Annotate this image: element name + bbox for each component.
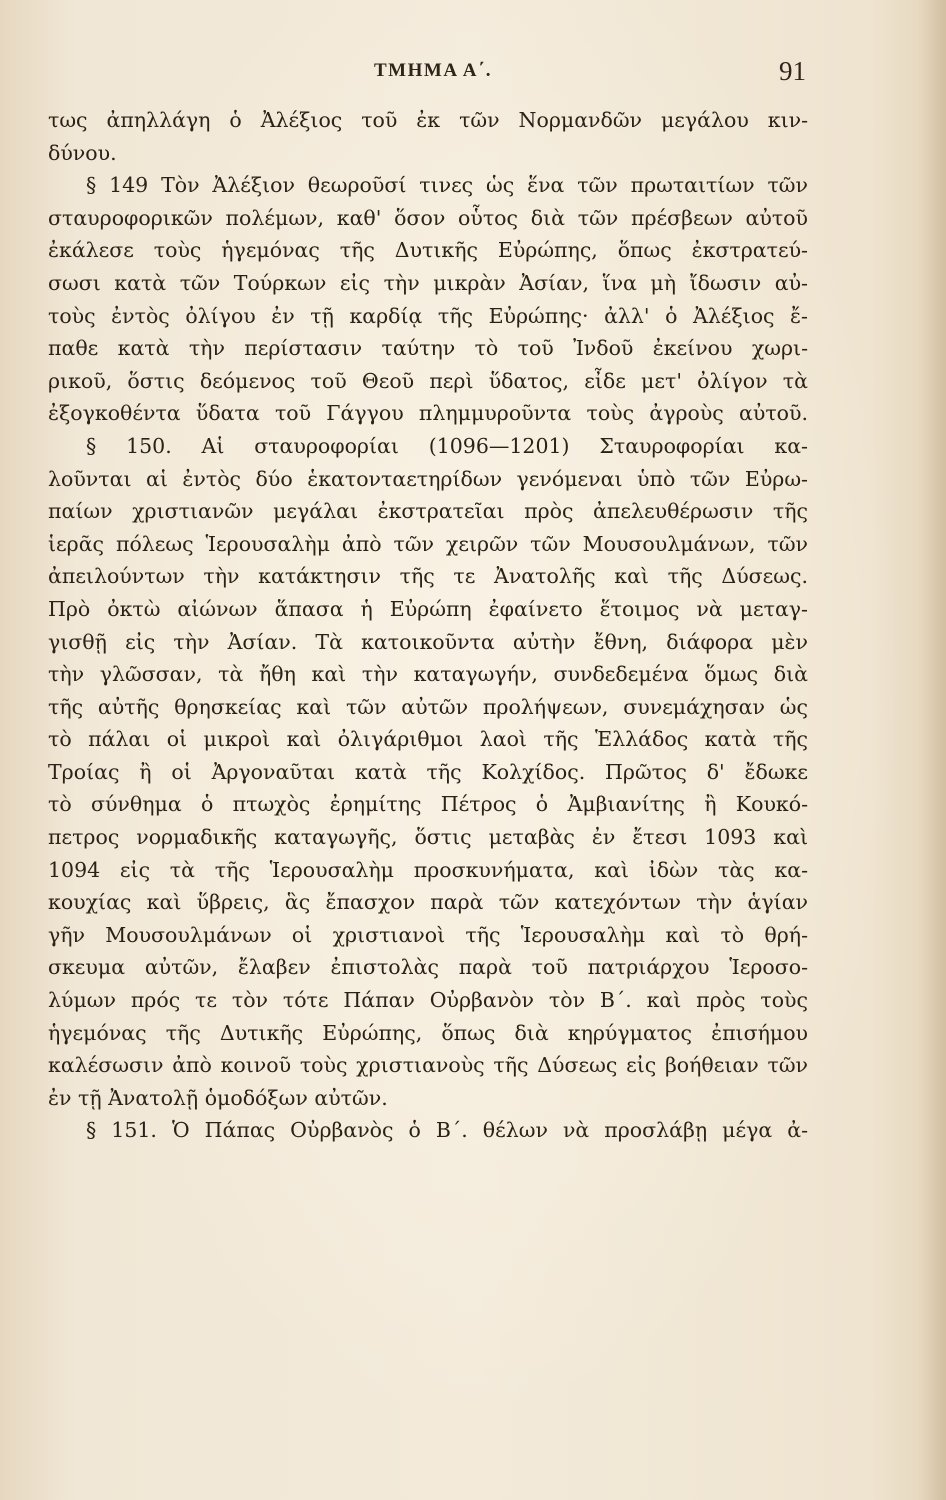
text-line: ἀπειλούντων τὴν κατάκτησιν τῆς τε Ἀνατολῆς καὶ τῆς Δύσεως. bbox=[48, 564, 808, 589]
text-line: κουχίας καὶ ὕβρεις, ἃς ἔπασχον παρὰ τῶν κατεχόντων τὴν ἁγίαν bbox=[48, 890, 808, 915]
page-edge-shadow bbox=[918, 0, 946, 1500]
text-line: πετρος νορμαδικῆς καταγωγῆς, ὅστις μεταβὰς ἐν ἔτεσι 1093 καὶ bbox=[48, 825, 808, 850]
text-line: 1094 εἰς τὰ τῆς Ἱερουσαλὴμ προσκυνήματα, καὶ ἰδὼν τὰς κα- bbox=[48, 857, 808, 882]
section-title: ΤΜΗΜΑ Α΄. bbox=[374, 60, 492, 81]
text-line: § 151. Ὁ Πάπας Οὐρβανὸς ὁ Β΄. θέλων νὰ προσλάβῃ μέγα ἀ- bbox=[86, 1118, 808, 1143]
text-line: § 150. Αἱ σταυροφορίαι (1096—1201) Σταυροφορίαι κα- bbox=[86, 433, 808, 458]
text-line: § 149 Τὸν Ἀλέξιον θεωροῦσί τινες ὡς ἕνα τῶν πρωταιτίων τῶν bbox=[86, 173, 808, 198]
page-number: 91 bbox=[779, 56, 806, 86]
text-line: τῆς αὐτῆς θρησκείας καὶ τῶν αὐτῶν προλήψεων, συνεμάχησαν ὡς bbox=[48, 694, 808, 719]
text-line: σκευμα αὐτῶν, ἔλαβεν ἐπιστολὰς παρὰ τοῦ πατριάρχου Ἱεροσο- bbox=[48, 955, 808, 980]
text-line: ἱερᾶς πόλεως Ἱερουσαλὴμ ἀπὸ τῶν χειρῶν τῶν Μουσουλμάνων, τῶν bbox=[48, 531, 808, 556]
text-line: τοὺς ἐντὸς ὀλίγου ἐν τῇ καρδίᾳ τῆς Εὐρώπης· ἀλλ' ὁ Ἀλέξιος ἔ- bbox=[48, 303, 808, 328]
text-line: ἐξογκοθέντα ὕδατα τοῦ Γάγγου πλημμυροῦντα τοὺς ἀγροὺς αὐτοῦ. bbox=[48, 401, 808, 426]
text-line: λύμων πρός τε τὸν τότε Πάπαν Οὐρβανὸν τὸν Β΄. καὶ πρὸς τοὺς bbox=[48, 988, 808, 1013]
text-line: Πρὸ ὀκτὼ αἰώνων ἅπασα ἡ Εὐρώπη ἐφαίνετο ἕτοιμος νὰ μεταγ- bbox=[48, 596, 808, 621]
text-line: ἐν τῇ Ἀνατολῇ ὁμοδόξων αὐτῶν. bbox=[48, 1085, 388, 1110]
text-line: παίων χριστιανῶν μεγάλαι ἐκστρατεῖαι πρὸς ἀπελευθέρωσιν τῆς bbox=[48, 499, 808, 524]
text-line: τως ἀπηλλάγη ὁ Ἀλέξιος τοῦ ἐκ τῶν Νορμανδῶν μεγάλου κιν- bbox=[48, 108, 808, 132]
text-line: καλέσωσιν ἀπὸ κοινοῦ τοὺς χριστιανοὺς τῆς Δύσεως εἰς βοήθειαν τῶν bbox=[48, 1053, 808, 1078]
text-line: ρικοῦ, ὅστις δεόμενος τοῦ Θεοῦ περὶ ὕδατος, εἶδε μετ' ὀλίγον τὰ bbox=[48, 368, 808, 393]
text-line: σωσι κατὰ τῶν Τούρκων εἰς τὴν μικρὰν Ἀσίαν, ἵνα μὴ ἴδωσιν αὐ- bbox=[48, 270, 808, 295]
text-line: τὴν γλῶσσαν, τὰ ἤθη καὶ τὴν καταγωγήν, συνδεδεμένα ὅμως διὰ bbox=[48, 662, 808, 687]
running-header bbox=[60, 58, 806, 92]
text-line: Τροίας ἢ οἱ Ἀργοναῦται κατὰ τῆς Κολχίδος. Πρῶτος δ' ἔδωκε bbox=[48, 759, 808, 784]
text-line: λοῦνται αἱ ἐντὸς δύο ἑκατονταετηρίδων γενόμεναι ὑπὸ τῶν Εὐρω- bbox=[48, 466, 808, 491]
text-line: τὸ πάλαι οἱ μικροὶ καὶ ὀλιγάριθμοι λαοὶ τῆς Ἑλλάδος κατὰ τῆς bbox=[48, 727, 808, 752]
text-line: σταυροφορικῶν πολέμων, καθ' ὅσον οὗτος διὰ τῶν πρέσβεων αὐτοῦ bbox=[48, 205, 808, 230]
body-text bbox=[48, 104, 808, 1147]
text-line: δύνου. bbox=[48, 140, 117, 165]
text-line: γῆν Μουσουλμάνων οἱ χριστιανοὶ τῆς Ἱερουσαλὴμ καὶ τὸ θρή- bbox=[48, 922, 808, 947]
text-line: γισθῇ εἰς τὴν Ἀσίαν. Τὰ κατοικοῦντα αὐτὴν ἔθνη, διάφορα μὲν bbox=[48, 629, 808, 654]
text-line: ἐκάλεσε τοὺς ἡγεμόνας τῆς Δυτικῆς Εὐρώπης, ὅπως ἐκστρατεύ- bbox=[48, 238, 808, 263]
text-line: ἡγεμόνας τῆς Δυτικῆς Εὐρώπης, ὅπως διὰ κηρύγματος ἐπισήμου bbox=[48, 1020, 808, 1045]
text-line: τὸ σύνθημα ὁ πτωχὸς ἐρημίτης Πέτρος ὁ Ἀμβιανίτης ἢ Κουκό- bbox=[48, 792, 808, 817]
text-line: παθε κατὰ τὴν περίστασιν ταύτην τὸ τοῦ Ἰνδοῦ ἐκείνου χωρι- bbox=[48, 336, 808, 361]
